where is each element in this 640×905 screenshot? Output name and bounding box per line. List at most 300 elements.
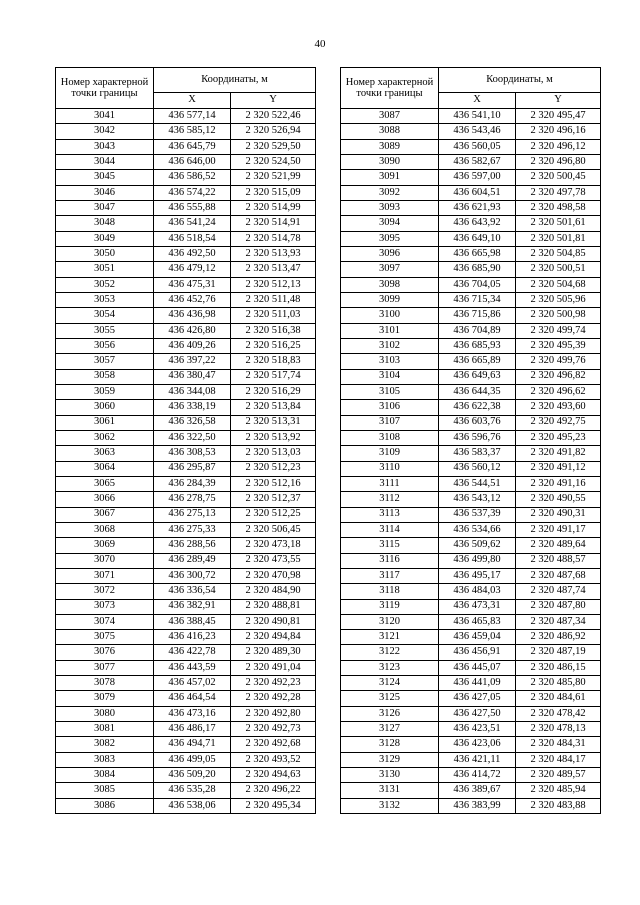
y-coordinate-cell: 2 320 490,55 bbox=[516, 492, 601, 507]
table-row bbox=[56, 584, 316, 599]
table-row bbox=[56, 492, 316, 507]
point-number-cell: 3094 bbox=[341, 216, 439, 231]
y-coordinate-cell: 2 320 512,16 bbox=[231, 476, 316, 491]
y-coordinate-cell: 2 320 493,52 bbox=[231, 752, 316, 767]
x-coordinate-cell: 436 421,11 bbox=[439, 752, 516, 767]
y-column-header: Y bbox=[516, 93, 601, 109]
x-coordinate-cell: 436 537,39 bbox=[439, 507, 516, 522]
table-row bbox=[56, 200, 316, 215]
table-row bbox=[341, 400, 601, 415]
point-number-cell: 3105 bbox=[341, 384, 439, 399]
x-coordinate-cell: 436 275,33 bbox=[154, 522, 231, 537]
table-row bbox=[56, 660, 316, 675]
y-coordinate-cell: 2 320 513,93 bbox=[231, 246, 316, 261]
y-coordinate-cell: 2 320 494,63 bbox=[231, 768, 316, 783]
x-coordinate-cell: 436 456,91 bbox=[439, 645, 516, 660]
y-coordinate-cell: 2 320 496,12 bbox=[516, 139, 601, 154]
x-coordinate-cell: 436 492,50 bbox=[154, 246, 231, 261]
table-row bbox=[341, 507, 601, 522]
x-coordinate-cell: 436 577,14 bbox=[154, 109, 231, 124]
point-number-cell: 3120 bbox=[341, 614, 439, 629]
x-coordinate-cell: 436 574,22 bbox=[154, 185, 231, 200]
point-number-cell: 3071 bbox=[56, 568, 154, 583]
point-number-header: Номер характерной точки границы bbox=[56, 68, 154, 109]
x-coordinate-cell: 436 473,16 bbox=[154, 706, 231, 721]
y-coordinate-cell: 2 320 488,57 bbox=[516, 553, 601, 568]
y-coordinate-cell: 2 320 518,83 bbox=[231, 354, 316, 369]
x-coordinate-cell: 436 295,87 bbox=[154, 461, 231, 476]
x-coordinate-cell: 436 383,99 bbox=[439, 798, 516, 813]
x-coordinate-cell: 436 596,76 bbox=[439, 430, 516, 445]
table-row bbox=[56, 430, 316, 445]
y-coordinate-cell: 2 320 487,80 bbox=[516, 599, 601, 614]
table-row bbox=[341, 614, 601, 629]
x-coordinate-cell: 436 494,71 bbox=[154, 737, 231, 752]
point-number-cell: 3053 bbox=[56, 292, 154, 307]
y-coordinate-cell: 2 320 511,03 bbox=[231, 308, 316, 323]
point-number-cell: 3114 bbox=[341, 522, 439, 537]
y-coordinate-cell: 2 320 495,39 bbox=[516, 338, 601, 353]
point-number-cell: 3113 bbox=[341, 507, 439, 522]
x-coordinate-cell: 436 622,38 bbox=[439, 400, 516, 415]
table-row bbox=[341, 292, 601, 307]
y-coordinate-cell: 2 320 512,25 bbox=[231, 507, 316, 522]
y-coordinate-cell: 2 320 485,80 bbox=[516, 676, 601, 691]
y-coordinate-cell: 2 320 478,42 bbox=[516, 706, 601, 721]
table-row bbox=[56, 262, 316, 277]
y-coordinate-cell: 2 320 473,55 bbox=[231, 553, 316, 568]
x-coordinate-cell: 436 715,86 bbox=[439, 308, 516, 323]
y-coordinate-cell: 2 320 491,82 bbox=[516, 446, 601, 461]
y-coordinate-cell: 2 320 492,75 bbox=[516, 415, 601, 430]
table-row bbox=[56, 154, 316, 169]
table-row bbox=[56, 292, 316, 307]
x-coordinate-cell: 436 585,12 bbox=[154, 124, 231, 139]
y-coordinate-cell: 2 320 499,74 bbox=[516, 323, 601, 338]
table-row bbox=[341, 492, 601, 507]
x-coordinate-cell: 436 645,79 bbox=[154, 139, 231, 154]
x-coordinate-cell: 436 284,39 bbox=[154, 476, 231, 491]
table-row bbox=[341, 630, 601, 645]
table-row bbox=[341, 338, 601, 353]
y-coordinate-cell: 2 320 486,92 bbox=[516, 630, 601, 645]
table-row bbox=[56, 231, 316, 246]
x-coordinate-cell: 436 704,05 bbox=[439, 277, 516, 292]
table-row bbox=[341, 706, 601, 721]
y-coordinate-cell: 2 320 504,85 bbox=[516, 246, 601, 261]
x-coordinate-cell: 436 423,51 bbox=[439, 722, 516, 737]
y-coordinate-cell: 2 320 486,15 bbox=[516, 660, 601, 675]
y-coordinate-cell: 2 320 470,98 bbox=[231, 568, 316, 583]
x-coordinate-cell: 436 518,54 bbox=[154, 231, 231, 246]
x-coordinate-cell: 436 452,76 bbox=[154, 292, 231, 307]
point-number-cell: 3118 bbox=[341, 584, 439, 599]
y-coordinate-cell: 2 320 492,73 bbox=[231, 722, 316, 737]
x-coordinate-cell: 436 427,05 bbox=[439, 691, 516, 706]
x-coordinate-cell: 436 534,66 bbox=[439, 522, 516, 537]
point-number-cell: 3127 bbox=[341, 722, 439, 737]
x-coordinate-cell: 436 289,49 bbox=[154, 553, 231, 568]
x-coordinate-cell: 436 499,80 bbox=[439, 553, 516, 568]
table-row bbox=[56, 630, 316, 645]
table-row bbox=[56, 323, 316, 338]
x-coordinate-cell: 436 457,02 bbox=[154, 676, 231, 691]
table-row bbox=[341, 645, 601, 660]
table-row bbox=[56, 722, 316, 737]
point-number-cell: 3062 bbox=[56, 430, 154, 445]
table-row bbox=[56, 706, 316, 721]
y-coordinate-cell: 2 320 495,34 bbox=[231, 798, 316, 813]
x-coordinate-cell: 436 397,22 bbox=[154, 354, 231, 369]
point-number-cell: 3048 bbox=[56, 216, 154, 231]
y-coordinate-cell: 2 320 526,94 bbox=[231, 124, 316, 139]
x-column-header: X bbox=[439, 93, 516, 109]
x-coordinate-cell: 436 646,00 bbox=[154, 154, 231, 169]
y-coordinate-cell: 2 320 512,37 bbox=[231, 492, 316, 507]
table-row bbox=[341, 109, 601, 124]
point-number-cell: 3045 bbox=[56, 170, 154, 185]
point-number-cell: 3050 bbox=[56, 246, 154, 261]
point-number-cell: 3082 bbox=[56, 737, 154, 752]
y-coordinate-cell: 2 320 497,78 bbox=[516, 185, 601, 200]
point-number-cell: 3041 bbox=[56, 109, 154, 124]
point-number-cell: 3129 bbox=[341, 752, 439, 767]
point-number-cell: 3092 bbox=[341, 185, 439, 200]
table-row bbox=[56, 170, 316, 185]
point-number-cell: 3090 bbox=[341, 154, 439, 169]
point-number-cell: 3079 bbox=[56, 691, 154, 706]
table-row bbox=[341, 446, 601, 461]
x-coordinate-cell: 436 544,51 bbox=[439, 476, 516, 491]
x-coordinate-cell: 436 715,34 bbox=[439, 292, 516, 307]
table-row bbox=[56, 676, 316, 691]
point-number-cell: 3078 bbox=[56, 676, 154, 691]
y-coordinate-cell: 2 320 500,45 bbox=[516, 170, 601, 185]
table-row bbox=[56, 568, 316, 583]
x-coordinate-cell: 436 336,54 bbox=[154, 584, 231, 599]
point-number-cell: 3124 bbox=[341, 676, 439, 691]
point-number-cell: 3072 bbox=[56, 584, 154, 599]
point-number-cell: 3066 bbox=[56, 492, 154, 507]
point-number-cell: 3046 bbox=[56, 185, 154, 200]
point-number-cell: 3108 bbox=[341, 430, 439, 445]
x-coordinate-cell: 436 464,54 bbox=[154, 691, 231, 706]
table-row bbox=[341, 783, 601, 798]
point-number-cell: 3102 bbox=[341, 338, 439, 353]
y-coordinate-cell: 2 320 513,92 bbox=[231, 430, 316, 445]
table-row bbox=[341, 170, 601, 185]
table-row bbox=[56, 400, 316, 415]
y-coordinate-cell: 2 320 505,96 bbox=[516, 292, 601, 307]
y-coordinate-cell: 2 320 495,23 bbox=[516, 430, 601, 445]
coordinates-table-right bbox=[340, 67, 601, 814]
table-row bbox=[341, 323, 601, 338]
x-coordinate-cell: 436 621,93 bbox=[439, 200, 516, 215]
coordinates-header: Координаты, м bbox=[154, 68, 316, 93]
x-coordinate-cell: 436 535,28 bbox=[154, 783, 231, 798]
x-coordinate-cell: 436 583,37 bbox=[439, 446, 516, 461]
y-coordinate-cell: 2 320 512,23 bbox=[231, 461, 316, 476]
point-number-cell: 3086 bbox=[56, 798, 154, 813]
table-row bbox=[56, 277, 316, 292]
table-row bbox=[341, 384, 601, 399]
point-number-cell: 3110 bbox=[341, 461, 439, 476]
y-coordinate-cell: 2 320 487,34 bbox=[516, 614, 601, 629]
table-row bbox=[56, 783, 316, 798]
point-number-cell: 3054 bbox=[56, 308, 154, 323]
point-number-cell: 3042 bbox=[56, 124, 154, 139]
table-row bbox=[341, 584, 601, 599]
table-row bbox=[56, 415, 316, 430]
y-coordinate-cell: 2 320 489,30 bbox=[231, 645, 316, 660]
table-row bbox=[56, 384, 316, 399]
point-number-cell: 3055 bbox=[56, 323, 154, 338]
table-row bbox=[56, 354, 316, 369]
y-coordinate-cell: 2 320 513,31 bbox=[231, 415, 316, 430]
y-coordinate-cell: 2 320 491,04 bbox=[231, 660, 316, 675]
y-coordinate-cell: 2 320 496,82 bbox=[516, 369, 601, 384]
y-coordinate-cell: 2 320 500,51 bbox=[516, 262, 601, 277]
y-coordinate-cell: 2 320 495,47 bbox=[516, 109, 601, 124]
x-coordinate-cell: 436 427,50 bbox=[439, 706, 516, 721]
y-coordinate-cell: 2 320 496,80 bbox=[516, 154, 601, 169]
y-column-header: Y bbox=[231, 93, 316, 109]
y-coordinate-cell: 2 320 493,60 bbox=[516, 400, 601, 415]
x-coordinate-cell: 436 484,03 bbox=[439, 584, 516, 599]
y-coordinate-cell: 2 320 487,74 bbox=[516, 584, 601, 599]
point-number-cell: 3085 bbox=[56, 783, 154, 798]
x-coordinate-cell: 436 509,62 bbox=[439, 538, 516, 553]
point-number-cell: 3087 bbox=[341, 109, 439, 124]
table-row bbox=[341, 752, 601, 767]
x-coordinate-cell: 436 473,31 bbox=[439, 599, 516, 614]
table-row bbox=[341, 599, 601, 614]
table-row bbox=[56, 737, 316, 752]
x-coordinate-cell: 436 288,56 bbox=[154, 538, 231, 553]
table-row bbox=[341, 676, 601, 691]
x-coordinate-cell: 436 459,04 bbox=[439, 630, 516, 645]
table-row bbox=[341, 277, 601, 292]
point-number-cell: 3059 bbox=[56, 384, 154, 399]
table-row bbox=[56, 139, 316, 154]
point-number-cell: 3125 bbox=[341, 691, 439, 706]
y-coordinate-cell: 2 320 511,48 bbox=[231, 292, 316, 307]
point-number-cell: 3068 bbox=[56, 522, 154, 537]
y-coordinate-cell: 2 320 478,13 bbox=[516, 722, 601, 737]
x-column-header: X bbox=[154, 93, 231, 109]
table-row bbox=[341, 185, 601, 200]
x-coordinate-cell: 436 338,19 bbox=[154, 400, 231, 415]
y-coordinate-cell: 2 320 491,16 bbox=[516, 476, 601, 491]
y-coordinate-cell: 2 320 500,98 bbox=[516, 308, 601, 323]
x-coordinate-cell: 436 479,12 bbox=[154, 262, 231, 277]
y-coordinate-cell: 2 320 516,25 bbox=[231, 338, 316, 353]
x-coordinate-cell: 436 486,17 bbox=[154, 722, 231, 737]
y-coordinate-cell: 2 320 515,09 bbox=[231, 185, 316, 200]
y-coordinate-cell: 2 320 484,61 bbox=[516, 691, 601, 706]
y-coordinate-cell: 2 320 487,68 bbox=[516, 568, 601, 583]
point-number-cell: 3098 bbox=[341, 277, 439, 292]
x-coordinate-cell: 436 499,05 bbox=[154, 752, 231, 767]
point-number-cell: 3089 bbox=[341, 139, 439, 154]
table-row bbox=[56, 645, 316, 660]
point-number-header: Номер характерной точки границы bbox=[341, 68, 439, 109]
x-coordinate-cell: 436 649,63 bbox=[439, 369, 516, 384]
x-coordinate-cell: 436 388,45 bbox=[154, 614, 231, 629]
table-row bbox=[56, 446, 316, 461]
point-number-cell: 3060 bbox=[56, 400, 154, 415]
point-number-cell: 3107 bbox=[341, 415, 439, 430]
x-coordinate-cell: 436 414,72 bbox=[439, 768, 516, 783]
point-number-cell: 3065 bbox=[56, 476, 154, 491]
point-number-cell: 3088 bbox=[341, 124, 439, 139]
table-row bbox=[341, 354, 601, 369]
y-coordinate-cell: 2 320 513,03 bbox=[231, 446, 316, 461]
x-coordinate-cell: 436 685,90 bbox=[439, 262, 516, 277]
point-number-cell: 3058 bbox=[56, 369, 154, 384]
x-coordinate-cell: 436 541,24 bbox=[154, 216, 231, 231]
x-coordinate-cell: 436 665,98 bbox=[439, 246, 516, 261]
point-number-cell: 3104 bbox=[341, 369, 439, 384]
y-coordinate-cell: 2 320 506,45 bbox=[231, 522, 316, 537]
x-coordinate-cell: 436 665,89 bbox=[439, 354, 516, 369]
table-row bbox=[341, 246, 601, 261]
table-row bbox=[341, 231, 601, 246]
point-number-cell: 3049 bbox=[56, 231, 154, 246]
point-number-cell: 3043 bbox=[56, 139, 154, 154]
x-coordinate-cell: 436 555,88 bbox=[154, 200, 231, 215]
point-number-cell: 3083 bbox=[56, 752, 154, 767]
y-coordinate-cell: 2 320 522,46 bbox=[231, 109, 316, 124]
x-coordinate-cell: 436 443,59 bbox=[154, 660, 231, 675]
x-coordinate-cell: 436 275,13 bbox=[154, 507, 231, 522]
point-number-cell: 3061 bbox=[56, 415, 154, 430]
y-coordinate-cell: 2 320 504,68 bbox=[516, 277, 601, 292]
table-row bbox=[56, 476, 316, 491]
point-number-cell: 3057 bbox=[56, 354, 154, 369]
table-row bbox=[341, 262, 601, 277]
y-coordinate-cell: 2 320 521,99 bbox=[231, 170, 316, 185]
point-number-cell: 3080 bbox=[56, 706, 154, 721]
x-coordinate-cell: 436 543,46 bbox=[439, 124, 516, 139]
x-coordinate-cell: 436 465,83 bbox=[439, 614, 516, 629]
table-row bbox=[341, 722, 601, 737]
y-coordinate-cell: 2 320 501,81 bbox=[516, 231, 601, 246]
table-row bbox=[56, 522, 316, 537]
x-coordinate-cell: 436 509,20 bbox=[154, 768, 231, 783]
x-coordinate-cell: 436 643,92 bbox=[439, 216, 516, 231]
table-row bbox=[56, 507, 316, 522]
point-number-cell: 3093 bbox=[341, 200, 439, 215]
y-coordinate-cell: 2 320 473,18 bbox=[231, 538, 316, 553]
y-coordinate-cell: 2 320 524,50 bbox=[231, 154, 316, 169]
table-row bbox=[56, 538, 316, 553]
y-coordinate-cell: 2 320 512,13 bbox=[231, 277, 316, 292]
x-coordinate-cell: 436 685,93 bbox=[439, 338, 516, 353]
point-number-cell: 3121 bbox=[341, 630, 439, 645]
point-number-cell: 3044 bbox=[56, 154, 154, 169]
x-coordinate-cell: 436 603,76 bbox=[439, 415, 516, 430]
table-row bbox=[341, 154, 601, 169]
x-coordinate-cell: 436 538,06 bbox=[154, 798, 231, 813]
point-number-cell: 3128 bbox=[341, 737, 439, 752]
point-number-cell: 3067 bbox=[56, 507, 154, 522]
point-number-cell: 3111 bbox=[341, 476, 439, 491]
x-coordinate-cell: 436 322,50 bbox=[154, 430, 231, 445]
y-coordinate-cell: 2 320 513,84 bbox=[231, 400, 316, 415]
table-row bbox=[341, 216, 601, 231]
y-coordinate-cell: 2 320 516,38 bbox=[231, 323, 316, 338]
y-coordinate-cell: 2 320 501,61 bbox=[516, 216, 601, 231]
table-row bbox=[56, 768, 316, 783]
point-number-cell: 3069 bbox=[56, 538, 154, 553]
y-coordinate-cell: 2 320 490,31 bbox=[516, 507, 601, 522]
x-coordinate-cell: 436 326,58 bbox=[154, 415, 231, 430]
point-number-cell: 3074 bbox=[56, 614, 154, 629]
y-coordinate-cell: 2 320 514,99 bbox=[231, 200, 316, 215]
x-coordinate-cell: 436 278,75 bbox=[154, 492, 231, 507]
x-coordinate-cell: 436 409,26 bbox=[154, 338, 231, 353]
table-row bbox=[341, 568, 601, 583]
x-coordinate-cell: 436 597,00 bbox=[439, 170, 516, 185]
y-coordinate-cell: 2 320 514,78 bbox=[231, 231, 316, 246]
y-coordinate-cell: 2 320 514,91 bbox=[231, 216, 316, 231]
x-coordinate-cell: 436 495,17 bbox=[439, 568, 516, 583]
x-coordinate-cell: 436 300,72 bbox=[154, 568, 231, 583]
table-row bbox=[56, 752, 316, 767]
coordinates-table-left bbox=[55, 67, 316, 814]
table-row bbox=[341, 415, 601, 430]
x-coordinate-cell: 436 582,67 bbox=[439, 154, 516, 169]
x-coordinate-cell: 436 436,98 bbox=[154, 308, 231, 323]
table-row bbox=[56, 614, 316, 629]
y-coordinate-cell: 2 320 492,68 bbox=[231, 737, 316, 752]
x-coordinate-cell: 436 560,12 bbox=[439, 461, 516, 476]
point-number-cell: 3123 bbox=[341, 660, 439, 675]
point-number-cell: 3100 bbox=[341, 308, 439, 323]
x-coordinate-cell: 436 644,35 bbox=[439, 384, 516, 399]
point-number-cell: 3064 bbox=[56, 461, 154, 476]
table-row bbox=[341, 139, 601, 154]
y-coordinate-cell: 2 320 496,22 bbox=[231, 783, 316, 798]
table-row bbox=[56, 338, 316, 353]
page-number: 40 bbox=[314, 38, 326, 50]
x-coordinate-cell: 436 380,47 bbox=[154, 369, 231, 384]
y-coordinate-cell: 2 320 496,62 bbox=[516, 384, 601, 399]
y-coordinate-cell: 2 320 492,80 bbox=[231, 706, 316, 721]
table-row bbox=[341, 553, 601, 568]
x-coordinate-cell: 436 649,10 bbox=[439, 231, 516, 246]
table-row bbox=[341, 660, 601, 675]
y-coordinate-cell: 2 320 487,19 bbox=[516, 645, 601, 660]
y-coordinate-cell: 2 320 516,29 bbox=[231, 384, 316, 399]
table-row bbox=[56, 369, 316, 384]
table-row bbox=[56, 599, 316, 614]
x-coordinate-cell: 436 389,67 bbox=[439, 783, 516, 798]
x-coordinate-cell: 436 704,89 bbox=[439, 323, 516, 338]
x-coordinate-cell: 436 543,12 bbox=[439, 492, 516, 507]
point-number-cell: 3056 bbox=[56, 338, 154, 353]
y-coordinate-cell: 2 320 484,17 bbox=[516, 752, 601, 767]
table-row bbox=[341, 522, 601, 537]
point-number-cell: 3122 bbox=[341, 645, 439, 660]
point-number-cell: 3131 bbox=[341, 783, 439, 798]
table-row bbox=[341, 476, 601, 491]
x-coordinate-cell: 436 308,53 bbox=[154, 446, 231, 461]
x-coordinate-cell: 436 344,08 bbox=[154, 384, 231, 399]
x-coordinate-cell: 436 445,07 bbox=[439, 660, 516, 675]
y-coordinate-cell: 2 320 496,16 bbox=[516, 124, 601, 139]
